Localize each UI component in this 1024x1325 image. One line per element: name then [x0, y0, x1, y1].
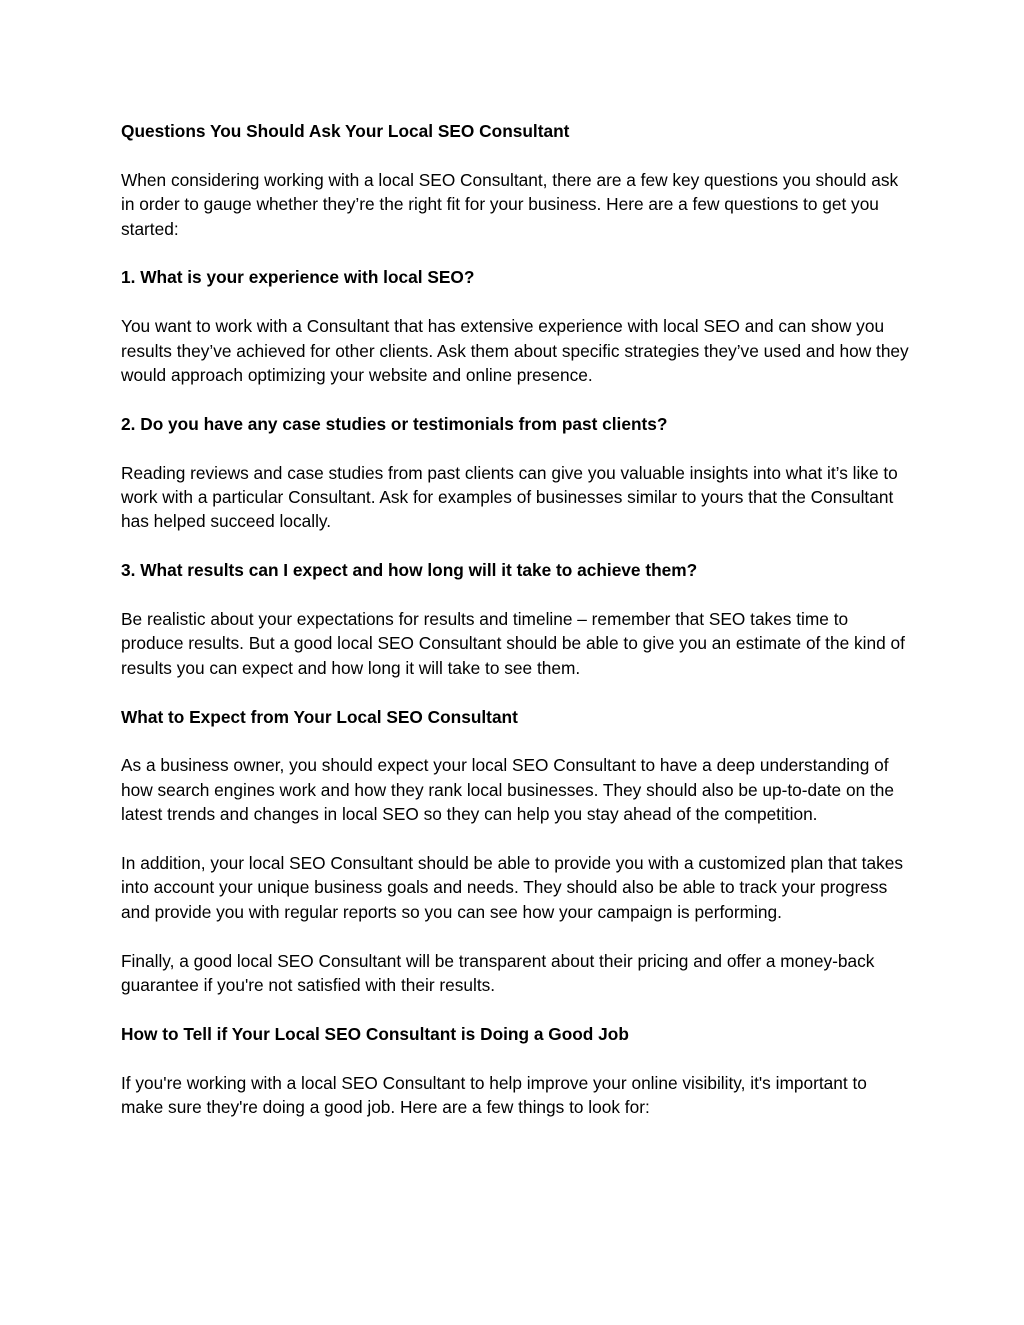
good-job-paragraph: If you're working with a local SEO Consultant to help improve your online visibility, it's important to make sure they're doing a good job. Here are a few things to look for:	[121, 1072, 867, 1118]
answer-paragraph-3: Be realistic about your expectations for results and timeline – remember that SEO takes time to produce results. But a good local SEO Consultant should be able to give you an estimate of the kind of results you can expect and how long it will take to see them.	[121, 609, 905, 678]
section-heading-questions: Questions You Should Ask Your Local SEO Consultant	[121, 121, 570, 141]
expect-paragraph-1: As a business owner, you should expect your local SEO Consultant to have a deep understanding of how search engines work and how they rank local businesses. They should also be up-to-date on the latest trends and changes in local SEO so they can help you stay ahead of the competition.	[121, 755, 895, 825]
intro-paragraph: When considering working with a local SEO Consultant, there are a few key questions you should ask in order to gauge whether they’re the right fit for your business. Here are a few questions to get you started:	[121, 169, 899, 239]
question-heading-2: 2. Do you have any case studies or testimonials from past clients?	[121, 413, 668, 434]
question-heading-3: 3. What results can I expect and how long will it take to achieve them?	[121, 560, 698, 581]
expect-paragraph-3: Finally, a good local SEO Consultant will be transparent about their pricing and offer a money-back guarantee if you're not satisfied with their results.	[121, 950, 875, 996]
section-heading-expect: What to Expect from Your Local SEO Consultant	[121, 706, 518, 727]
answer-paragraph-2: Reading reviews and case studies from past clients can give you valuable insights into what it’s like to work with a particular Consultant. Ask for examples of businesses similar to yours that the Consultant has helped succeed locally.	[121, 462, 898, 532]
section-heading-good-job: How to Tell if Your Local SEO Consultant is Doing a Good Job	[121, 1023, 629, 1044]
answer-paragraph-1: You want to work with a Consultant that has extensive experience with local SEO and can show you results they’ve achieved for other clients. Ask them about specific strategies they’ve used and how they would approach optimizing your website and online presence.	[121, 316, 909, 386]
expect-paragraph-2: In addition, your local SEO Consultant should be able to provide you with a customized plan that takes into account your unique business goals and needs. They should also be able to track your progress and provide you with regular reports so you can see how your campaign is performing.	[121, 853, 903, 922]
question-heading-1: 1. What is your experience with local SEO?	[121, 267, 475, 288]
document-page	[121, 119, 911, 1144]
